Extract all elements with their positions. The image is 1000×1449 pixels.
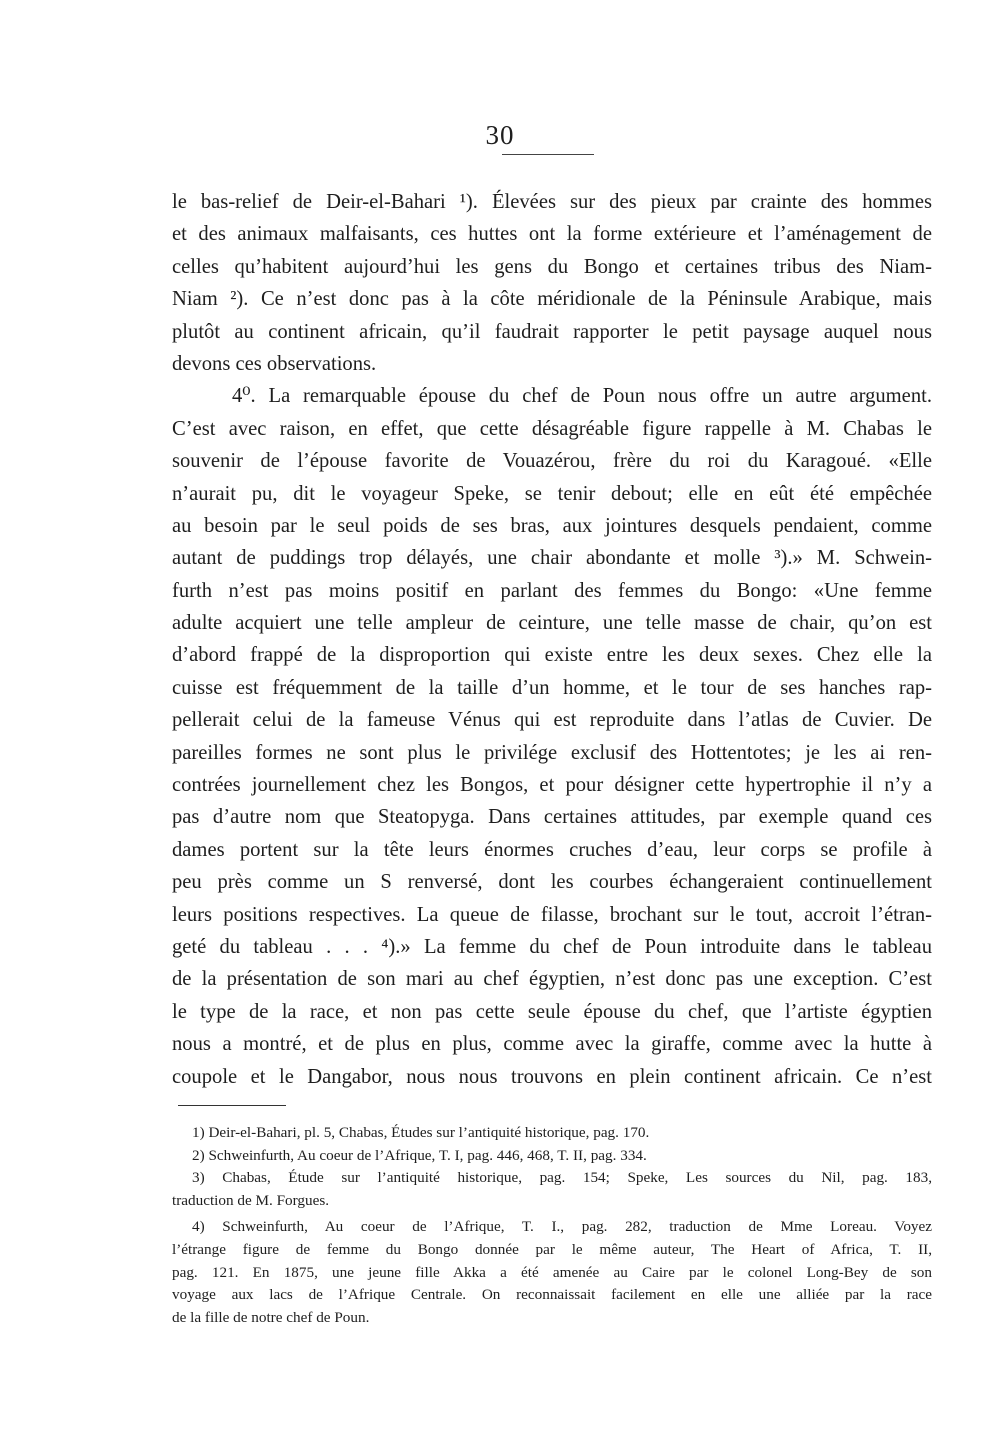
text-line: le type de la race, et non pas cette seule épouse du chef, que l’artiste égyptien — [172, 1000, 932, 1023]
text-line: pas d’autre nom que Steatopyga. Dans certaines attitudes, par exemple quand ces — [172, 806, 932, 829]
footnote-line: 1) Deir-el-Bahari, pl. 5, Chabas, Études sur l’antiquité historique, pag. 170. — [192, 1124, 650, 1141]
text-line: furth n’est pas moins positif en parlant des femmes du Bongo: «Une femme — [172, 579, 932, 602]
page-number: 30 — [485, 120, 515, 150]
footnote — [172, 1216, 932, 1329]
footnote-line: 3) Chabas, Étude sur l’antiquité historique, pag. 154; Speke, Les sources du Nil, pag. 183, — [192, 1169, 932, 1187]
footnote-line: 2) Schweinfurth, Au coeur de l’Afrique, T. I, pag. 446, 468, T. II, pag. 334. — [192, 1146, 647, 1164]
text-line: souvenir de l’épouse favorite de Vouazérou, frère du roi du Karagoué. «Elle — [172, 450, 932, 473]
footnote-line: l’étrange figure de femme du Bongo donnée par le même auteur, The Heart of Africa, T. II, — [172, 1240, 932, 1258]
text-line: plutôt au continent africain, qu’il faudrait rapporter le petit paysage auquel nous — [172, 320, 932, 343]
footnote-line: pag. 121. En 1875, une jeune fille Akka a été amenée au Caire par le colonel Long-Bey de son — [172, 1263, 932, 1281]
footnote-separator — [178, 1105, 286, 1106]
text-line: Niam ²). Ce n’est donc pas à la côte méridionale de la Péninsule Arabique, mais — [172, 288, 932, 311]
page-number-rule — [502, 154, 594, 155]
text-line: dames portent sur la tête leurs énormes cruches d’eau, leur corps se profile à — [172, 838, 932, 861]
text-line: geté du tableau . . . ⁴).» La femme du chef de Poun introduite dans le tableau — [172, 935, 932, 958]
footnote-line: de la fille de notre chef de Poun. — [172, 1308, 370, 1326]
footnote — [172, 1122, 932, 1145]
footnote — [172, 1167, 932, 1212]
text-line: nous a montré, et de plus en plus, comme avec la giraffe, comme avec la hutte à — [172, 1033, 932, 1056]
text-line: contrées journellement chez les Bongos, et pour désigner cette hypertrophie il n’y a — [172, 774, 932, 797]
text-line: peu près comme un S renversé, dont les courbes échangeraient continuellement — [172, 871, 932, 894]
footnote-line: 4) Schweinfurth, Au coeur de l’Afrique, T. I., pag. 282, traduction de Mme Loreau. Voyez — [192, 1218, 932, 1236]
text-line: pareilles formes ne sont plus le privilége exclusif des Hottentotes; je les ai ren- — [172, 741, 932, 764]
footnote-line: traduction de M. Forgues. — [172, 1191, 330, 1209]
footnote-line: voyage aux lacs de l’Afrique Centrale. On reconnaissait facilement en elle une alliée par la race — [172, 1286, 932, 1304]
text-line: n’aurait pu, dit le voyageur Speke, se tenir debout; elle en eût été empêchée — [172, 482, 932, 505]
text-line: C’est avec raison, en effet, que cette désagréable figure rappelle à M. Chabas le — [172, 417, 932, 440]
text-line: et des animaux malfaisants, ces huttes ont la forme extérieure et l’aménagement de — [172, 223, 932, 246]
footnote — [172, 1145, 932, 1168]
text-line: celles qu’habitent aujourd’hui les gens du Bongo et certaines tribus des Niam- — [172, 255, 932, 278]
text-line: autant de puddings trop délayés, une chair abondante et molle ³).» M. Schwein- — [172, 547, 932, 570]
text-line: le bas-relief de Deir-el-Bahari ¹). Élevées sur des pieux par crainte des hommes — [172, 191, 932, 213]
text-line: pellerait celui de la fameuse Vénus qui est reproduite dans l’atlas de Cuvier. De — [172, 709, 932, 732]
text-line: de la présentation de son mari au chef égyptien, n’est donc pas une exception. C’est — [172, 968, 932, 991]
text-line: leurs positions respectives. La queue de filasse, brochant sur le tout, accroit l’étran- — [172, 903, 932, 926]
text-line: 4⁰. La remarquable épouse du chef de Poun nous offre un autre argument. — [232, 385, 932, 408]
text-line: d’abord frappé de la disproportion qui existe entre les deux sexes. Chez elle la — [172, 644, 932, 667]
text-line: adulte acquiert une telle ampleur de ceinture, une telle masse de chair, qu’on est — [172, 612, 932, 635]
footnotes — [172, 1122, 932, 1329]
text-line: cuisse est fréquemment de la taille d’un homme, et le tour de ses hanches rap- — [172, 676, 932, 699]
body-text — [172, 186, 932, 1093]
text-line: au besoin par le seul poids de ses bras, aux jointures desquels pendaient, comme — [172, 514, 932, 537]
text-line: coupole et le Dangabor, nous nous trouvons en plein continent africain. Ce n’est — [172, 1065, 932, 1088]
text-line: devons ces observations. — [172, 352, 377, 375]
